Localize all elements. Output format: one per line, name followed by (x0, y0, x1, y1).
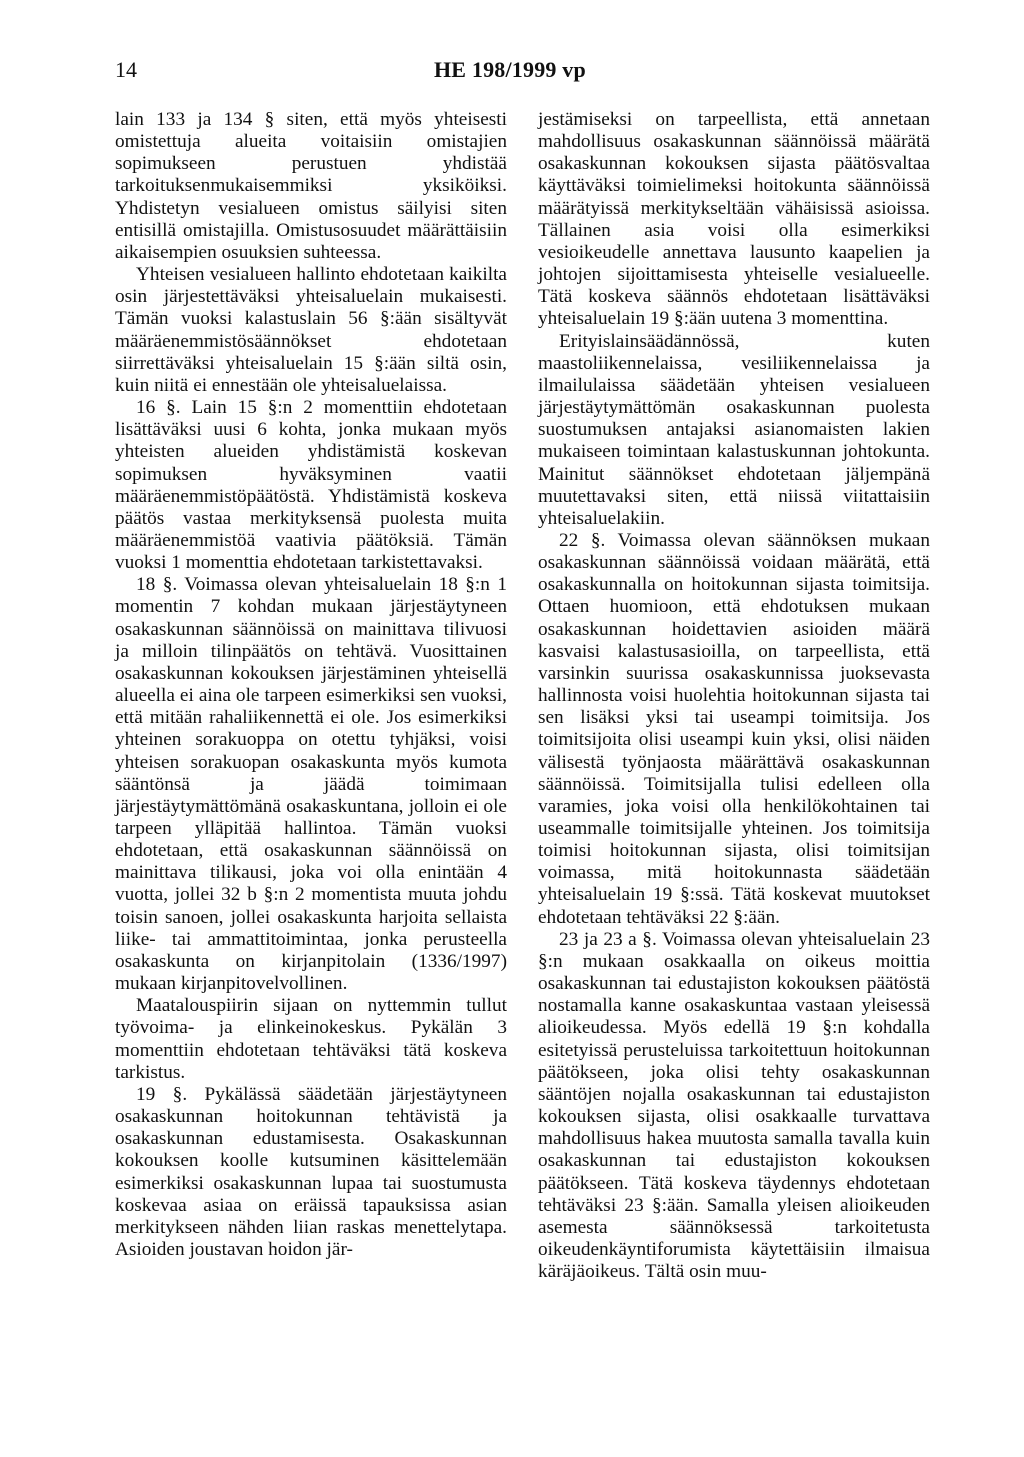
paragraph: 22 §. Voimassa olevan säännöksen mukaan osakaskunnan säännöissä voidaan määrätä, että osakaskunnalla on hoitokunnan sijasta toimitsija. Ottaen huomioon, että ehdotuksen mukaan osakaskunnan hoidettavien asioiden määrä kasvaisi kalastusasioilla, on tarpeellista, että varsinkin suurissa osakaskunnissa juoksevasta hallinnosta voisi huolehtia hoitokunnan sijasta tai sen lisäksi yksi tai useampi toimitsija. Jos toimitsijoita olisi useampi kuin yksi, olisi näiden välisestä työnjaosta määrättävä osakaskunnan säännöissä. Toimitsijalla tulisi edelleen olla varamies, joka voisi olla henkilökohtainen tai useammalle toimitsijalle yhteinen. Jos toimitsija toimisi hoitokunnan sijasta, olisi toimitsijan voimassa, mitä hoitokunnasta säädetään yhteisaluelain 19 §:ssä. Tätä koskevat muutokset ehdotetaan tehtäväksi 22 §:ään. (538, 529, 930, 928)
paragraph: 19 §. Pykälässä säädetään järjestäytyneen osakaskunnan hoitokunnan tehtävistä ja osakaskunnan edustamisesta. Osakaskunnan kokouksen koolle kutsuminen käsittelemään esimerkiksi osakaskunnan lupaa tai suostumusta koskevaa asiaa on eräissä tapauksissa asian merkitykseen nähden liian raskas menettelytapa. Asioiden joustavan hoidon jär- (115, 1083, 507, 1260)
running-head: HE 198/1999 vp (434, 57, 586, 82)
paragraph: jestämiseksi on tarpeellista, että annetaan mahdollisuus osakaskunnan säännöissä määrätä osakaskunnan kokouksen sijasta päätösvaltaa käyttäväksi toimielimeksi hoitokunta säännöissä määrätyissä merkitykseltään vähäisissä asioissa. Tällainen asia voisi olla esimerkiksi vesioikeudelle annettava lausunto kaapelien ja johtojen sijoittamisesta yhteiselle vesialueelle. Tätä koskeva säännös ehdotetaan lisättäväksi yhteisaluelain 19 §:ään uutena 3 momenttina. (538, 109, 930, 330)
right-column (538, 109, 930, 1283)
paragraph: 16 §. Lain 15 §:n 2 momenttiin ehdotetaan lisättäväksi uusi 6 kohta, jonka mukaan myös yhteisten alueiden yhdistämistä koskevan sopimuksen hyväksyminen vaatii määräenemmistöpäätöstä. Yhdistämistä koskeva päätös vastaa merkityksensä puolesta muita määräenemmistöä vaativia päätöksiä. Tämän vuoksi 1 momenttia ehdotetaan tarkistettavaksi. (115, 397, 507, 574)
paragraph: Erityislainsäädännössä, kuten maastoliikennelaissa, vesiliikennelaissa ja ilmailulaissa säädetään yhteisen vesialueen järjestäytymättömän osakaskunnan puolesta suostumuksen antajaksi asianomaisten lakien mukaiseen toimintaan kalastuskunnan johtokunta. Mainitut säännökset ehdotetaan jäljempänä muutettavaksi siten, että niissä viitattaisiin yhteisaluelakiin. (538, 330, 930, 529)
page-number: 14 (115, 57, 137, 82)
paragraph: lain 133 ja 134 § siten, että myös yhteisesti omistettuja alueita voitaisiin omistajien sopimukseen perustuen yhdistää tarkoituksenmukaisemmiksi yksiköiksi. Yhdistetyn vesialueen omistus säilyisi siten entisillä omistajilla. Omistusosuudet määrättäisiin aikaisempien osuuksien suhteessa. (115, 109, 507, 263)
paragraph: Maatalouspiirin sijaan on nyttemmin tullut työvoima- ja elinkeinokeskus. Pykälän 3 momenttiin ehdotetaan tehtäväksi tätä koskeva tarkistus. (115, 995, 507, 1083)
paragraph: Yhteisen vesialueen hallinto ehdotetaan kaikilta osin järjestettäväksi yhteisaluelain mukaisesti. Tämän vuoksi kalastuslain 56 §:ään sisältyvät määräenemmistösäännökset ehdotetaan siirrettäväksi yhteisaluelain 15 §:ään siltä osin, kuin niitä ei ennestään ole yhteisaluelaissa. (115, 264, 507, 396)
paragraph: 23 ja 23 a §. Voimassa olevan yhteisaluelain 23 §:n mukaan osakkaalla on oikeus moittia osakaskunnan tai edustajiston kokouksen päätöstä nostamalla kanne osakaskuntaa vastaan yleisessä alioikeudessa. Myös edellä 19 §:n kohdalla esitetyissä perusteluissa tarkoitettuun hoitokunnan päätökseen, joka olisi tehty osakaskunnan sääntöjen nojalla osakaskunnan tai edustajiston kokouksen sijasta, olisi osakkaalle turvattava mahdollisuus hakea muutosta samalla tavalla kuin osakaskunnan tai edustajiston kokouksen päätökseen. Tätä koskeva täydennys ehdotetaan tehtäväksi 23 §:ään. Samalla yleisen alioikeuden asemesta säännöksessä tarkoitetusta oikeudenkäyntiforumista käytettäisiin ilmaisua käräjäoikeus. Tältä osin muu- (538, 928, 930, 1283)
left-column (115, 109, 507, 1261)
paragraph: 18 §. Voimassa olevan yhteisaluelain 18 §:n 1 momentin 7 kohdan mukaan järjestäytyneen osakaskunnan säännöissä on mainittava tilivuosi ja milloin tilinpäätös on tehtävä. Vuosittainen osakaskunnan kokouksen järjestäminen yhteisellä alueella ei aina ole tarpeen esimerkiksi sen vuoksi, että mitään rahaliikennettä ei ole. Jos esimerkiksi yhteinen sorakuoppa on otettu tyhjäksi, voisi yhteisen sorakuopan osakaskunta myös kumota sääntönsä ja jäädä toimimaan järjestäytymättömänä osakaskuntana, jolloin ei ole tarpeen ylläpitää hallintoa. Tämän vuoksi ehdotetaan, että osakaskunnan säännöissä on mainittava tilikausi, joka voi olla enintään 4 vuotta, jollei 32 b §:n 2 momentista muuta johdu toisin sanoen, jollei osakaskunta harjoita sellaista liike- tai ammattitoimintaa, jonka perusteella osakaskunta on kirjanpitolain (1336/1997) mukaan kirjanpitovelvollinen. (115, 574, 507, 995)
